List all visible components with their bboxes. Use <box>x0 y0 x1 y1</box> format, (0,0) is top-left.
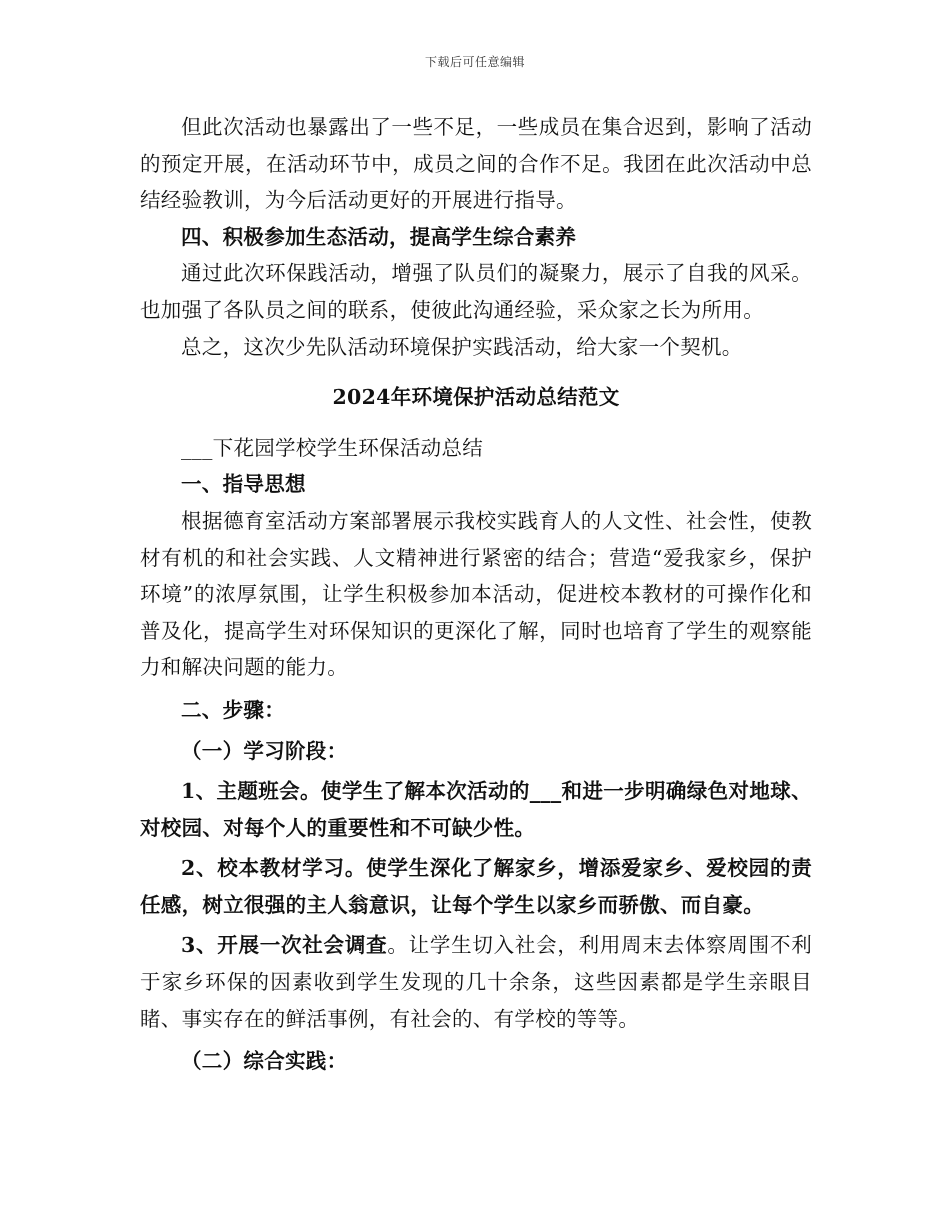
step-item-3-lead: 3、开展一次社会调查 <box>181 933 388 958</box>
subsection-heading-practice: （二）综合实践： <box>181 1049 348 1074</box>
step-item-3-body: 。让学生切入社会，利用周末去体察周围不利于家乡环保的因素收到学生发现的几十余条，这些因素都是学生亲眼目睹、事实存在的鲜活事例，有社会的、有学校的等等。 <box>140 933 812 1031</box>
step-item-3 <box>140 927 812 1037</box>
document-title: 2024年环境保护活动总结范文 <box>332 385 620 410</box>
section-heading-4: 四、积极参加生态活动，提高学生综合素养 <box>181 224 577 249</box>
subsection-heading-study: （一）学习阶段： <box>181 738 348 763</box>
section-heading-2: 二、步骤： <box>181 697 285 722</box>
step-item-1: 1、主题班会。使学生了解本次活动的___和进一步明确绿色对地球、对校园、对每个人的重要性和不可缺少性。 <box>140 779 812 840</box>
document-body <box>140 109 812 1080</box>
step-item-2: 2、校本教材学习。使学生深化了解家乡，增添爱家乡、爱校园的责任感，树立很强的主人翁意识，让每个学生以家乡而骄傲、而自豪。 <box>140 856 812 917</box>
paragraph-shortcomings: 但此次活动也暴露出了一些不足，一些成员在集合迟到，影响了活动的预定开展，在活动环节中，成员之间的合作不足。我团在此次活动中总结经验教训，为今后活动更好的开展进行指导。 <box>140 115 812 213</box>
paragraph-cohesion: 通过此次环保践活动，增强了队员们的凝聚力，展示了自我的风采。也加强了各队员之间的联系，使彼此沟通经验，采众家之长为所用。 <box>140 261 812 322</box>
page-header-note: 下载后可任意编辑 <box>424 55 525 69</box>
paragraph-summary: 总之，这次少先队活动环境保护实践活动，给大家一个契机。 <box>181 334 743 359</box>
document-subtitle: ___下花园学校学生环保活动总结 <box>181 435 484 460</box>
paragraph-guiding-ideology: 根据德育室活动方案部署展示我校实践育人的人文性、社会性，使教材有机的和社会实践、人文精神进行紧密的结合；营造“爱我家乡，保护环境”的浓厚氛围，让学生积极参加本活动，促进校本教材的可操作化和普及化，提高学生对环保知识的更深化了解，同时也培育了学生的观察能力和解决问题的能力。 <box>140 508 812 680</box>
section-heading-1: 一、指导思想 <box>181 472 306 497</box>
